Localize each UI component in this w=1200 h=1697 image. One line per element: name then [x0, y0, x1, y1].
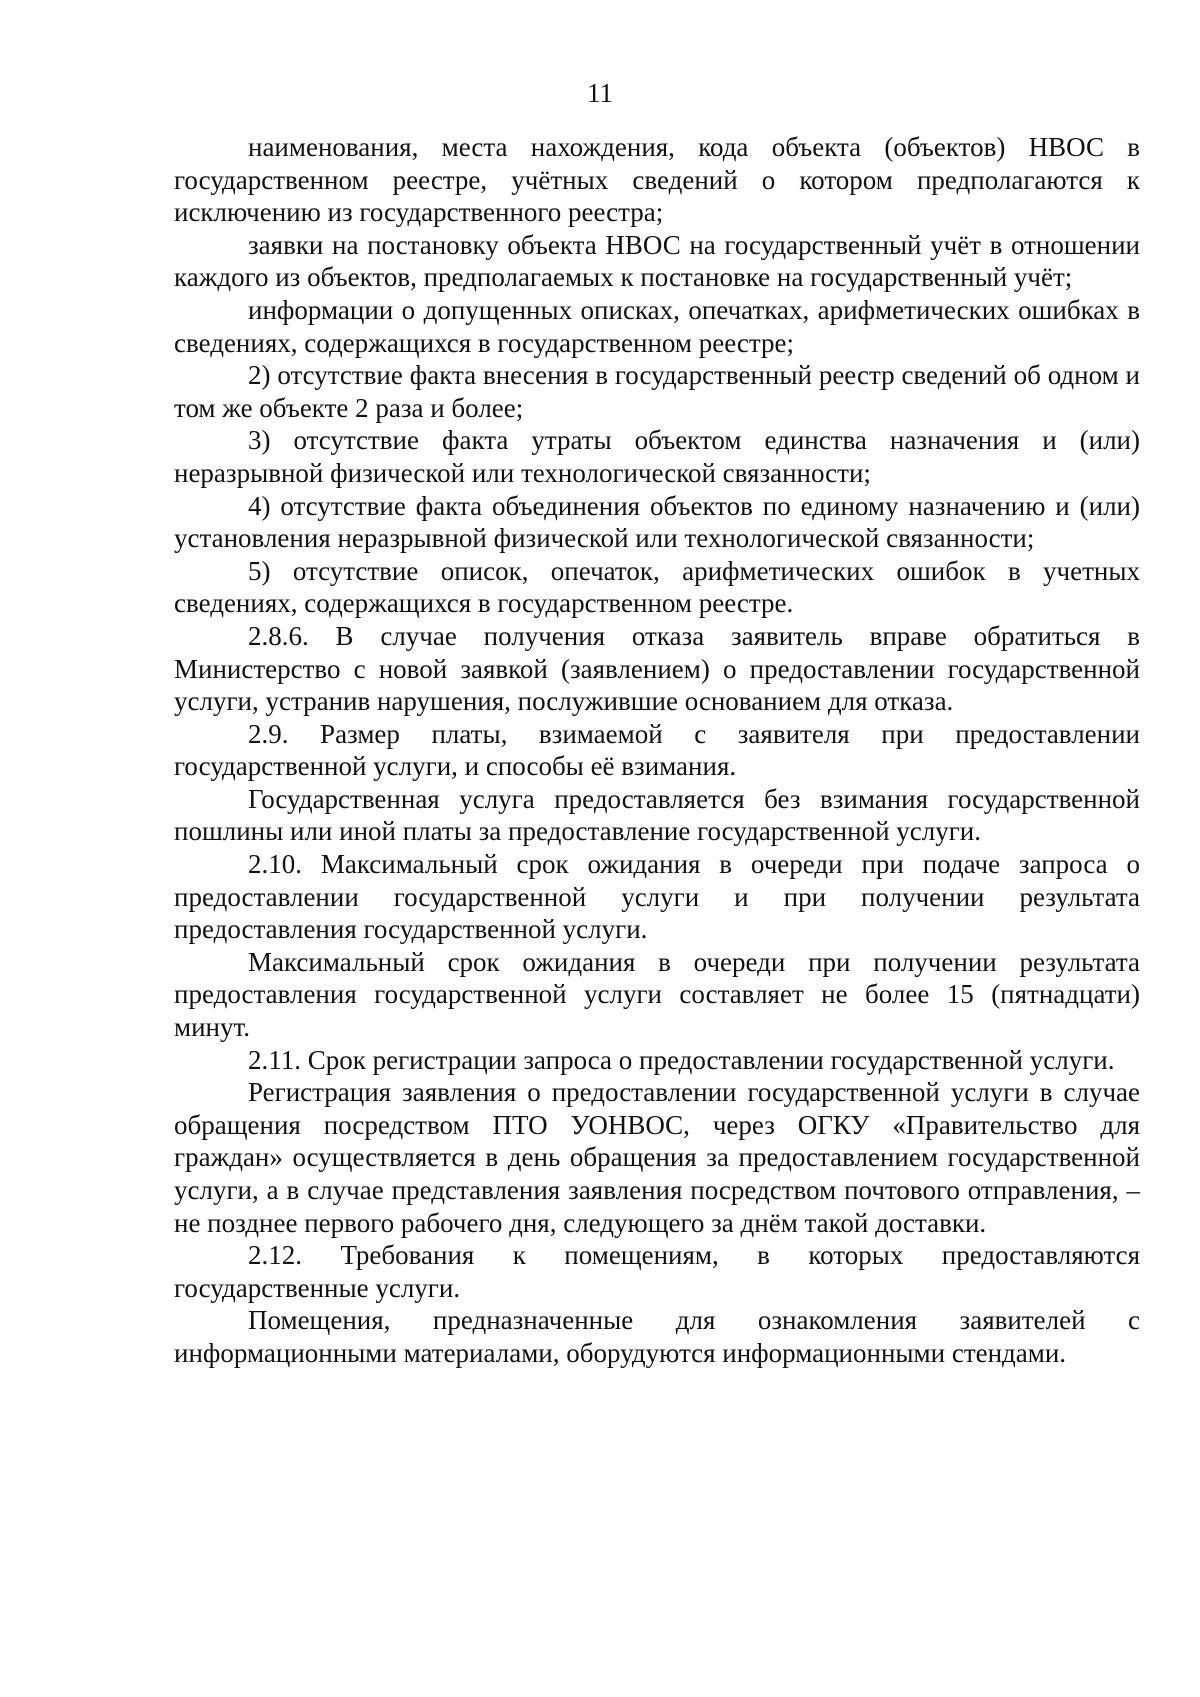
- paragraph: информации о допущенных описках, опечатках, арифметических ошибках в сведениях, содержащихся в государственном реестре;: [174, 294, 1140, 358]
- paragraph: 3) отсутствие факта утраты объектом единства назначения и (или) неразрывной физической или технологической связанности;: [174, 425, 1140, 488]
- paragraph: 2.11. Срок регистрации запроса о предоставлении государственной услуги.: [248, 1044, 1115, 1075]
- paragraph: Помещения, предназначенные для ознакомления заявителей с информационными материалами, оборудуются информационными стендами.: [174, 1305, 1140, 1368]
- document-body: [174, 131, 1140, 1370]
- paragraph: 2.12. Требования к помещениям, в которых предоставляются государственные услуги.: [174, 1240, 1140, 1303]
- paragraph: 4) отсутствие факта объединения объектов по единому назначению и (или) установления неразрывной физической или технологической связанности;: [174, 490, 1140, 554]
- paragraph: наименования, места нахождения, кода объекта (объектов) НВОС в государственном реестре, учётных сведений о котором предполагаются к исключению из государственного реестра;: [174, 132, 1140, 228]
- page-number: 11: [587, 78, 613, 108]
- paragraph: Регистрация заявления о предоставлении государственной услуги в случае обращения посредством ПТО УОНВОС, через ОГКУ «Правительство для граждан» осуществляется в день обращения за предоставлением государственной услуги, а в случае представления заявления посредством почтового отправления, – не позднее первого рабочего дня, следующего за днём такой доставки.: [174, 1077, 1140, 1238]
- paragraph: заявки на постановку объекта НВОС на государственный учёт в отношении каждого из объектов, предполагаемых к постановке на государственный учёт;: [174, 229, 1140, 293]
- paragraph: Государственная услуга предоставляется без взимания государственной пошлины или иной платы за предоставление государственной услуги.: [174, 783, 1140, 847]
- paragraph: 2) отсутствие факта внесения в государственный реестр сведений об одном и том же объекте 2 раза и более;: [174, 360, 1140, 423]
- paragraph: 2.9. Размер платы, взимаемой с заявителя при предоставлении государственной услуги, и способы её взимания.: [174, 718, 1140, 782]
- paragraph: 5) отсутствие описок, опечаток, арифметических ошибок в учетных сведениях, содержащихся в государственном реестре.: [174, 555, 1140, 619]
- paragraph: 2.8.6. В случае получения отказа заявитель вправе обратиться в Министерство с новой заявкой (заявлением) о предоставлении государственной услуги, устранив нарушения, послужившие основанием для отказа.: [174, 620, 1140, 717]
- paragraph: Максимальный срок ожидания в очереди при получении результата предоставления государственной услуги составляет не более 15 (пятнадцати) минут.: [174, 946, 1140, 1043]
- paragraph: 2.10. Максимальный срок ожидания в очереди при подаче запроса о предоставлении государственной услуги и при получении результата предоставления государственной услуги.: [174, 849, 1140, 945]
